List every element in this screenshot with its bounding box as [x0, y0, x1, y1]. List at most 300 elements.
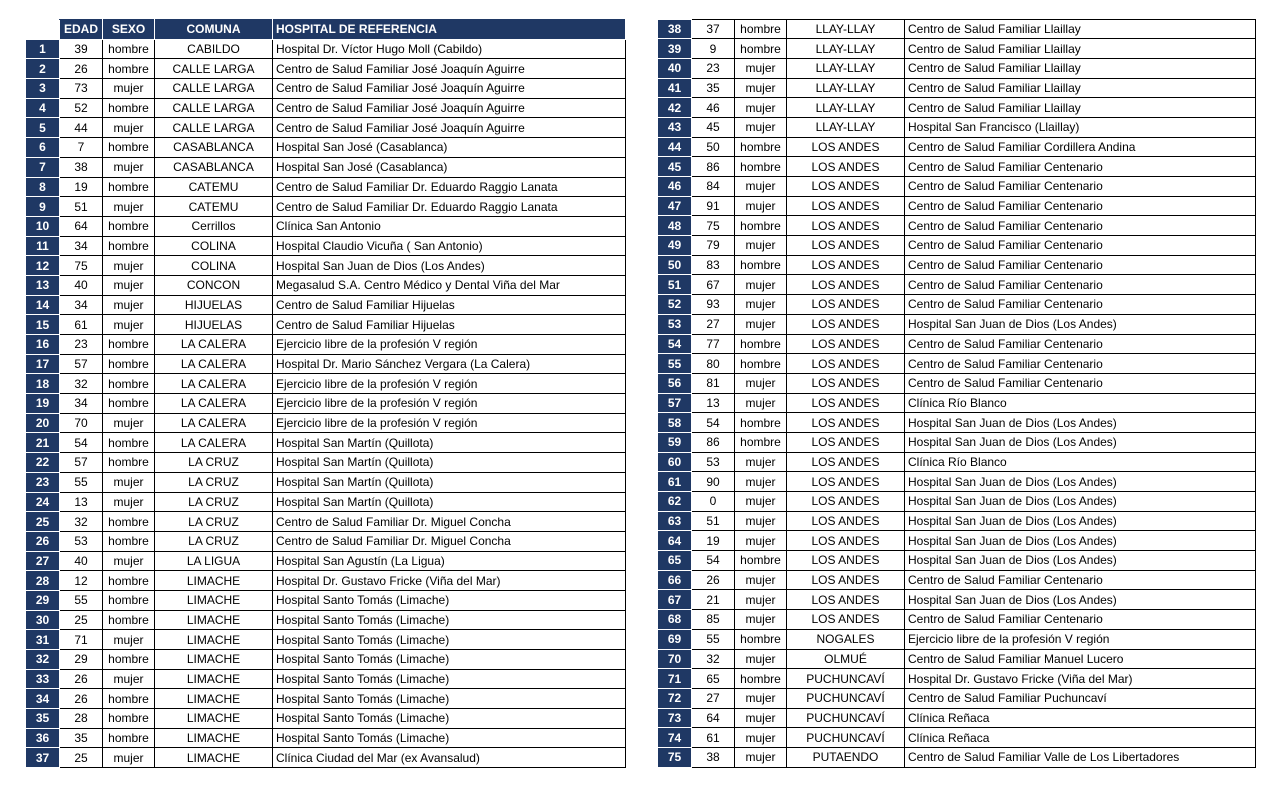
edad-cell: 0 — [692, 492, 735, 512]
row-number: 74 — [658, 728, 692, 748]
hospital-cell: Centro de Salud Familiar Centenario — [905, 334, 1256, 354]
table-row — [658, 669, 1256, 689]
hospital-cell: Centro de Salud Familiar Centenario — [905, 196, 1256, 216]
hospital-cell: Hospital Santo Tomás (Limache) — [273, 650, 626, 670]
edad-cell: 53 — [692, 452, 735, 472]
table-row — [658, 610, 1256, 630]
comuna-cell: CATEMU — [155, 197, 273, 217]
table-row — [658, 432, 1256, 452]
edad-cell: 26 — [60, 669, 103, 689]
edad-cell: 64 — [60, 216, 103, 236]
hospital-cell: Hospital Santo Tomás (Limache) — [273, 728, 626, 748]
sexo-cell: mujer — [103, 315, 155, 335]
comuna-cell: LOS ANDES — [787, 216, 905, 236]
edad-cell: 86 — [692, 432, 735, 452]
sexo-cell: hombre — [103, 98, 155, 118]
table-row — [658, 649, 1256, 669]
table-row — [658, 708, 1256, 728]
table-row — [658, 39, 1256, 59]
sexo-cell: hombre — [735, 413, 787, 433]
hospital-cell: Centro de Salud Familiar Puchuncaví — [905, 688, 1256, 708]
sexo-cell: hombre — [103, 590, 155, 610]
sexo-cell: hombre — [103, 394, 155, 414]
hospital-cell: Ejercicio libre de la profesión V región — [273, 413, 626, 433]
table-row — [26, 59, 626, 79]
comuna-cell: CALLE LARGA — [155, 59, 273, 79]
hospital-cell: Hospital San Juan de Dios (Los Andes) — [905, 511, 1256, 531]
row-number: 70 — [658, 649, 692, 669]
hospital-cell: Clínica Río Blanco — [905, 393, 1256, 413]
table-row — [658, 373, 1256, 393]
table-row — [26, 748, 626, 768]
row-number: 49 — [658, 236, 692, 256]
row-number: 73 — [658, 708, 692, 728]
hospital-cell: Hospital San Juan de Dios (Los Andes) — [905, 590, 1256, 610]
edad-cell: 57 — [60, 453, 103, 473]
table-row — [658, 295, 1256, 315]
table-row — [26, 256, 626, 276]
sexo-cell: hombre — [735, 19, 787, 39]
hospital-cell: Centro de Salud Familiar Llaillay — [905, 39, 1256, 59]
row-number: 20 — [26, 413, 60, 433]
hospital-cell: Centro de Salud Familiar Manuel Lucero — [905, 649, 1256, 669]
hospital-cell: Centro de Salud Familiar José Joaquín Aguirre — [273, 79, 626, 99]
comuna-cell: CASABLANCA — [155, 138, 273, 158]
edad-cell: 27 — [692, 688, 735, 708]
comuna-cell: LIMACHE — [155, 610, 273, 630]
hospital-cell: Centro de Salud Familiar José Joaquín Aguirre — [273, 118, 626, 138]
row-number: 68 — [658, 610, 692, 630]
hospital-cell: Hospital San Martín (Quillota) — [273, 433, 626, 453]
hospital-cell: Centro de Salud Familiar Centenario — [905, 236, 1256, 256]
header-hospital: HOSPITAL DE REFERENCIA — [273, 20, 626, 40]
sexo-cell: hombre — [735, 157, 787, 177]
table-row — [658, 551, 1256, 571]
sexo-cell: hombre — [103, 433, 155, 453]
hospital-cell: Hospital San Juan de Dios (Los Andes) — [273, 256, 626, 276]
hospital-cell: Megasalud S.A. Centro Médico y Dental Viña del Mar — [273, 275, 626, 295]
edad-cell: 39 — [60, 39, 103, 59]
edad-cell: 57 — [60, 354, 103, 374]
edad-cell: 67 — [692, 275, 735, 295]
row-number: 25 — [26, 512, 60, 532]
row-number: 71 — [658, 669, 692, 689]
sexo-cell: hombre — [103, 236, 155, 256]
hospital-cell: Centro de Salud Familiar Centenario — [905, 177, 1256, 197]
hospital-cell: Centro de Salud Familiar Llaillay — [905, 58, 1256, 78]
hospital-cell: Centro de Salud Familiar Centenario — [905, 275, 1256, 295]
comuna-cell: LOS ANDES — [787, 275, 905, 295]
sexo-cell: hombre — [103, 531, 155, 551]
comuna-cell: LIMACHE — [155, 669, 273, 689]
edad-cell: 71 — [60, 630, 103, 650]
comuna-cell: LLAY-LLAY — [787, 117, 905, 137]
row-number-header — [26, 20, 60, 40]
hospital-cell: Hospital San Juan de Dios (Los Andes) — [905, 472, 1256, 492]
comuna-cell: LOS ANDES — [787, 373, 905, 393]
hospital-cell: Centro de Salud Familiar José Joaquín Aguirre — [273, 59, 626, 79]
edad-cell: 51 — [60, 197, 103, 217]
comuna-cell: LOS ANDES — [787, 295, 905, 315]
comuna-cell: LIMACHE — [155, 689, 273, 709]
sexo-cell: hombre — [103, 709, 155, 729]
row-number: 36 — [26, 728, 60, 748]
edad-cell: 81 — [692, 373, 735, 393]
hospital-cell: Hospital Claudio Vicuña ( San Antonio) — [273, 236, 626, 256]
hospital-cell: Ejercicio libre de la profesión V región — [905, 629, 1256, 649]
sexo-cell: mujer — [735, 590, 787, 610]
row-number: 9 — [26, 197, 60, 217]
hospital-cell: Hospital Dr. Gustavo Fricke (Viña del Mar) — [273, 571, 626, 591]
row-number: 30 — [26, 610, 60, 630]
sexo-cell: mujer — [735, 98, 787, 118]
comuna-cell: LLAY-LLAY — [787, 19, 905, 39]
hospital-cell: Hospital Dr. Mario Sánchez Vergara (La Calera) — [273, 354, 626, 374]
hospital-cell: Hospital San José (Casablanca) — [273, 157, 626, 177]
table-row — [658, 236, 1256, 256]
sexo-cell: mujer — [735, 688, 787, 708]
edad-cell: 75 — [60, 256, 103, 276]
table-row — [26, 453, 626, 473]
comuna-cell: CONCON — [155, 275, 273, 295]
edad-cell: 55 — [60, 590, 103, 610]
table-row — [26, 315, 626, 335]
sexo-cell: mujer — [103, 748, 155, 768]
sexo-cell: hombre — [735, 216, 787, 236]
table-row — [658, 688, 1256, 708]
table-row — [26, 275, 626, 295]
edad-cell: 40 — [60, 551, 103, 571]
hospital-cell: Ejercicio libre de la profesión V región — [273, 335, 626, 355]
edad-cell: 61 — [60, 315, 103, 335]
comuna-cell: COLINA — [155, 256, 273, 276]
row-number: 37 — [26, 748, 60, 768]
patients-table-right — [657, 19, 1256, 768]
table-row — [658, 511, 1256, 531]
sexo-cell: hombre — [103, 59, 155, 79]
row-number: 58 — [658, 413, 692, 433]
hospital-cell: Hospital Santo Tomás (Limache) — [273, 669, 626, 689]
comuna-cell: LA CRUZ — [155, 512, 273, 532]
table-row — [658, 629, 1256, 649]
row-number: 29 — [26, 590, 60, 610]
edad-cell: 26 — [60, 689, 103, 709]
sexo-cell: mujer — [103, 413, 155, 433]
row-number: 16 — [26, 335, 60, 355]
table-row — [26, 590, 626, 610]
comuna-cell: LOS ANDES — [787, 531, 905, 551]
hospital-cell: Hospital San Juan de Dios (Los Andes) — [905, 551, 1256, 571]
row-number: 72 — [658, 688, 692, 708]
sexo-cell: mujer — [735, 295, 787, 315]
hospital-cell: Centro de Salud Familiar Llaillay — [905, 98, 1256, 118]
row-number: 12 — [26, 256, 60, 276]
header-sexo: SEXO — [103, 20, 155, 40]
edad-cell: 54 — [60, 433, 103, 453]
hospital-cell: Centro de Salud Familiar Centenario — [905, 570, 1256, 590]
hospital-cell: Clínica Reñaca — [905, 708, 1256, 728]
row-number: 61 — [658, 472, 692, 492]
header-row — [26, 20, 626, 40]
edad-cell: 93 — [692, 295, 735, 315]
edad-cell: 51 — [692, 511, 735, 531]
sexo-cell: hombre — [103, 39, 155, 59]
comuna-cell: CASABLANCA — [155, 157, 273, 177]
row-number: 32 — [26, 650, 60, 670]
comuna-cell: NOGALES — [787, 629, 905, 649]
edad-cell: 7 — [60, 138, 103, 158]
edad-cell: 61 — [692, 728, 735, 748]
sexo-cell: mujer — [735, 236, 787, 256]
row-number: 34 — [26, 689, 60, 709]
edad-cell: 79 — [692, 236, 735, 256]
sexo-cell: mujer — [103, 79, 155, 99]
comuna-cell: LIMACHE — [155, 590, 273, 610]
hospital-cell: Centro de Salud Familiar Dr. Eduardo Raggio Lanata — [273, 197, 626, 217]
sexo-cell: mujer — [103, 669, 155, 689]
table-row — [26, 531, 626, 551]
row-number: 18 — [26, 374, 60, 394]
row-number: 38 — [658, 19, 692, 39]
row-number: 7 — [26, 157, 60, 177]
comuna-cell: LA CRUZ — [155, 472, 273, 492]
sexo-cell: hombre — [103, 689, 155, 709]
sexo-cell: mujer — [103, 256, 155, 276]
row-number: 4 — [26, 98, 60, 118]
table-row — [26, 374, 626, 394]
sexo-cell: mujer — [735, 610, 787, 630]
table-row — [26, 216, 626, 236]
edad-cell: 12 — [60, 571, 103, 591]
edad-cell: 34 — [60, 295, 103, 315]
table-row — [26, 118, 626, 138]
row-number: 1 — [26, 39, 60, 59]
table-row — [658, 98, 1256, 118]
comuna-cell: LOS ANDES — [787, 413, 905, 433]
row-number: 46 — [658, 177, 692, 197]
row-number: 42 — [658, 98, 692, 118]
hospital-cell: Hospital San Agustín (La Ligua) — [273, 551, 626, 571]
sexo-cell: hombre — [103, 728, 155, 748]
edad-cell: 13 — [60, 492, 103, 512]
table-row — [26, 157, 626, 177]
edad-cell: 23 — [60, 335, 103, 355]
hospital-cell: Hospital San Juan de Dios (Los Andes) — [905, 432, 1256, 452]
edad-cell: 13 — [692, 393, 735, 413]
hospital-cell: Hospital San Juan de Dios (Los Andes) — [905, 531, 1256, 551]
row-number: 19 — [26, 394, 60, 414]
row-number: 45 — [658, 157, 692, 177]
comuna-cell: LOS ANDES — [787, 137, 905, 157]
table-row — [26, 610, 626, 630]
table-row — [26, 138, 626, 158]
hospital-cell: Hospital San José (Casablanca) — [273, 138, 626, 158]
sexo-cell: hombre — [735, 39, 787, 59]
table-row — [658, 216, 1256, 236]
comuna-cell: LOS ANDES — [787, 157, 905, 177]
row-number: 6 — [26, 138, 60, 158]
hospital-cell: Clínica San Antonio — [273, 216, 626, 236]
hospital-cell: Centro de Salud Familiar Hijuelas — [273, 295, 626, 315]
sexo-cell: mujer — [735, 649, 787, 669]
table-row — [658, 472, 1256, 492]
edad-cell: 85 — [692, 610, 735, 630]
hospital-cell: Centro de Salud Familiar Centenario — [905, 295, 1256, 315]
row-number: 67 — [658, 590, 692, 610]
edad-cell: 32 — [60, 512, 103, 532]
hospital-cell: Centro de Salud Familiar Centenario — [905, 373, 1256, 393]
comuna-cell: LIMACHE — [155, 630, 273, 650]
comuna-cell: LOS ANDES — [787, 590, 905, 610]
row-number: 13 — [26, 275, 60, 295]
edad-cell: 44 — [60, 118, 103, 138]
table-row — [658, 728, 1256, 748]
edad-cell: 80 — [692, 354, 735, 374]
sexo-cell: mujer — [103, 197, 155, 217]
sexo-cell: hombre — [103, 335, 155, 355]
table-row — [658, 58, 1256, 78]
sexo-cell: mujer — [735, 177, 787, 197]
sexo-cell: hombre — [103, 453, 155, 473]
row-number: 43 — [658, 117, 692, 137]
table-row — [658, 196, 1256, 216]
edad-cell: 26 — [60, 59, 103, 79]
comuna-cell: LOS ANDES — [787, 551, 905, 571]
header-edad: EDAD — [60, 20, 103, 40]
table-row — [658, 275, 1256, 295]
table-row — [26, 394, 626, 414]
sexo-cell: hombre — [103, 571, 155, 591]
hospital-cell: Hospital Dr. Gustavo Fricke (Viña del Mar) — [905, 669, 1256, 689]
comuna-cell: LOS ANDES — [787, 354, 905, 374]
edad-cell: 38 — [692, 747, 735, 767]
table-row — [26, 512, 626, 532]
table-row — [26, 709, 626, 729]
comuna-cell: LLAY-LLAY — [787, 39, 905, 59]
edad-cell: 90 — [692, 472, 735, 492]
edad-cell: 35 — [60, 728, 103, 748]
sexo-cell: hombre — [735, 551, 787, 571]
comuna-cell: LA CRUZ — [155, 492, 273, 512]
sexo-cell: hombre — [103, 512, 155, 532]
comuna-cell: LA CRUZ — [155, 531, 273, 551]
row-number: 54 — [658, 334, 692, 354]
edad-cell: 19 — [692, 531, 735, 551]
table-row — [26, 472, 626, 492]
table-row — [658, 452, 1256, 472]
table-row — [658, 255, 1256, 275]
sexo-cell: hombre — [735, 334, 787, 354]
row-number: 62 — [658, 492, 692, 512]
sexo-cell: mujer — [103, 118, 155, 138]
edad-cell: 75 — [692, 216, 735, 236]
sexo-cell: hombre — [103, 354, 155, 374]
table-row — [26, 492, 626, 512]
row-number: 5 — [26, 118, 60, 138]
comuna-cell: LOS ANDES — [787, 255, 905, 275]
sexo-cell: mujer — [735, 472, 787, 492]
sexo-cell: mujer — [735, 117, 787, 137]
table-row — [26, 177, 626, 197]
sexo-cell: mujer — [735, 393, 787, 413]
comuna-cell: CALLE LARGA — [155, 98, 273, 118]
hospital-cell: Hospital San Juan de Dios (Los Andes) — [905, 492, 1256, 512]
table-row — [26, 413, 626, 433]
hospital-cell: Centro de Salud Familiar Cordillera Andina — [905, 137, 1256, 157]
table-row — [658, 393, 1256, 413]
row-number: 41 — [658, 78, 692, 98]
comuna-cell: LA LIGUA — [155, 551, 273, 571]
comuna-cell: LIMACHE — [155, 650, 273, 670]
row-number: 14 — [26, 295, 60, 315]
table-row — [658, 570, 1256, 590]
edad-cell: 83 — [692, 255, 735, 275]
comuna-cell: HIJUELAS — [155, 295, 273, 315]
comuna-cell: LA CRUZ — [155, 453, 273, 473]
sexo-cell: mujer — [103, 492, 155, 512]
edad-cell: 40 — [60, 275, 103, 295]
hospital-cell: Ejercicio libre de la profesión V región — [273, 374, 626, 394]
row-number: 40 — [658, 58, 692, 78]
table-row — [658, 314, 1256, 334]
sexo-cell: hombre — [735, 432, 787, 452]
hospital-cell: Hospital San Juan de Dios (Los Andes) — [905, 314, 1256, 334]
table-row — [658, 334, 1256, 354]
comuna-cell: PUTAENDO — [787, 747, 905, 767]
row-number: 11 — [26, 236, 60, 256]
edad-cell: 55 — [60, 472, 103, 492]
hospital-cell: Hospital Santo Tomás (Limache) — [273, 610, 626, 630]
sexo-cell: mujer — [735, 492, 787, 512]
comuna-cell: PUCHUNCAVÍ — [787, 708, 905, 728]
row-number: 75 — [658, 747, 692, 767]
row-number: 21 — [26, 433, 60, 453]
row-number: 57 — [658, 393, 692, 413]
comuna-cell: CALLE LARGA — [155, 79, 273, 99]
sexo-cell: hombre — [103, 138, 155, 158]
edad-cell: 64 — [692, 708, 735, 728]
edad-cell: 32 — [692, 649, 735, 669]
sexo-cell: mujer — [735, 452, 787, 472]
edad-cell: 38 — [60, 157, 103, 177]
table-row — [658, 747, 1256, 767]
row-number: 64 — [658, 531, 692, 551]
row-number: 55 — [658, 354, 692, 374]
hospital-cell: Centro de Salud Familiar Centenario — [905, 610, 1256, 630]
hospital-cell: Centro de Salud Familiar Dr. Miguel Concha — [273, 512, 626, 532]
sexo-cell: hombre — [735, 629, 787, 649]
comuna-cell: LOS ANDES — [787, 452, 905, 472]
sexo-cell: mujer — [735, 570, 787, 590]
hospital-cell: Centro de Salud Familiar José Joaquín Aguirre — [273, 98, 626, 118]
row-number: 10 — [26, 216, 60, 236]
comuna-cell: COLINA — [155, 236, 273, 256]
row-number: 56 — [658, 373, 692, 393]
row-number: 48 — [658, 216, 692, 236]
table-row — [658, 137, 1256, 157]
edad-cell: 29 — [60, 650, 103, 670]
table-row — [658, 354, 1256, 374]
sexo-cell: mujer — [735, 747, 787, 767]
row-number: 27 — [26, 551, 60, 571]
hospital-cell: Centro de Salud Familiar Centenario — [905, 157, 1256, 177]
sexo-cell: mujer — [103, 157, 155, 177]
edad-cell: 23 — [692, 58, 735, 78]
edad-cell: 9 — [692, 39, 735, 59]
row-number: 8 — [26, 177, 60, 197]
row-number: 47 — [658, 196, 692, 216]
comuna-cell: HIJUELAS — [155, 315, 273, 335]
